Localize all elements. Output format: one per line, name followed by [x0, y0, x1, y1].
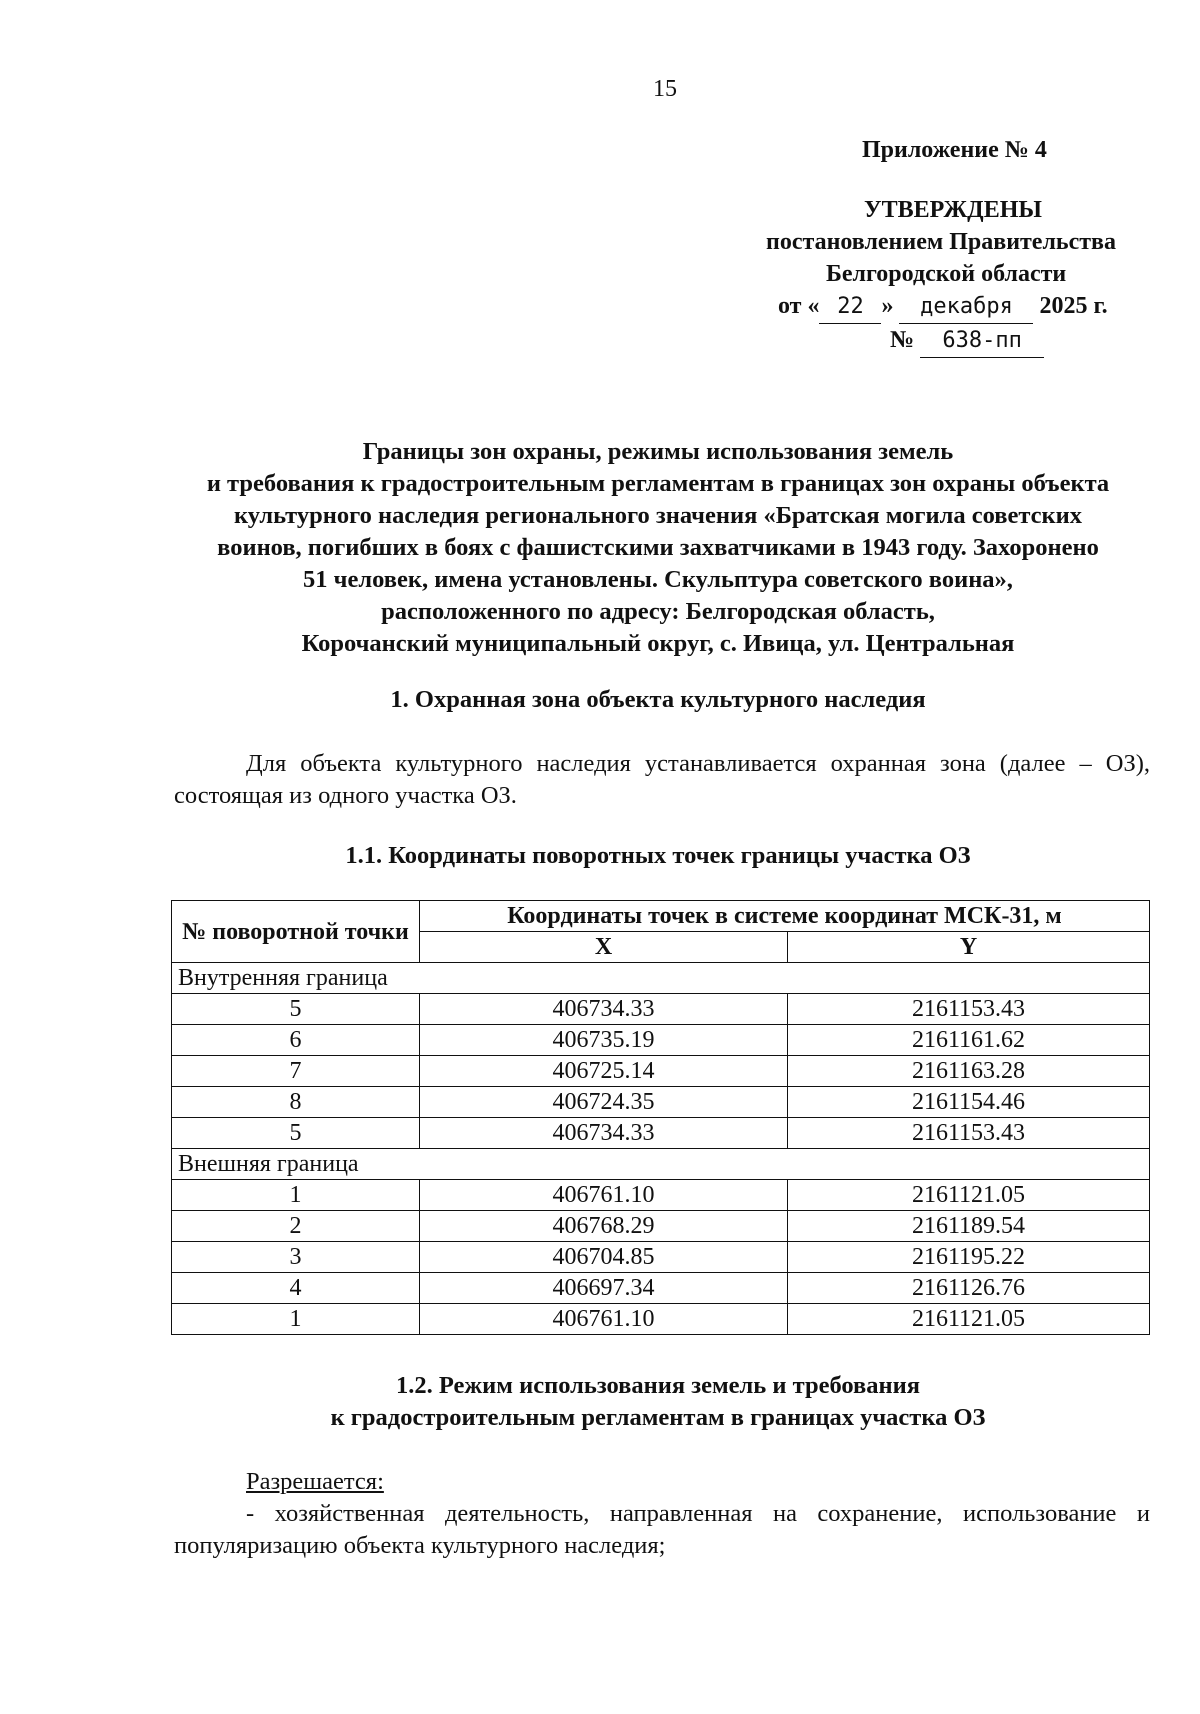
section-1-heading: 1. Охранная зона объекта культурного наследия: [390, 686, 926, 713]
cell-x: 406735.19: [420, 1025, 788, 1056]
table-row: [172, 1025, 1150, 1056]
cell-x: 406734.33: [420, 1118, 788, 1149]
title-line: воинов, погибших в боях с фашистскими захватчиками в 1943 году. Захоронено: [217, 534, 1099, 561]
cell-point: 3: [172, 1242, 420, 1273]
table-row: [172, 1118, 1150, 1149]
cell-x: 406725.14: [420, 1056, 788, 1087]
section-1-2-heading: [166, 1370, 1150, 1434]
cell-x: 406734.33: [420, 994, 788, 1025]
cell-x: 406704.85: [420, 1242, 788, 1273]
cell-y: 2161153.43: [788, 994, 1150, 1025]
cell-x: 406697.34: [420, 1273, 788, 1304]
header-coords: Координаты точек в системе координат МСК-31, м: [420, 901, 1150, 932]
cell-y: 2161154.46: [788, 1087, 1150, 1118]
cell-y: 2161161.62: [788, 1025, 1150, 1056]
decree-day: 22: [819, 291, 881, 324]
cell-point: 5: [172, 1118, 420, 1149]
cell-x: 406761.10: [420, 1304, 788, 1335]
approval-stamp-block: [740, 134, 1160, 358]
date-prefix: от «: [778, 293, 820, 319]
decree-year: 2025 г.: [1039, 293, 1108, 319]
cell-x: 406761.10: [420, 1180, 788, 1211]
date-mid: »: [881, 293, 894, 319]
cell-point: 2: [172, 1211, 420, 1242]
section-1-1-heading: 1.1. Координаты поворотных точек границы участка ОЗ: [345, 842, 971, 869]
cell-point: 4: [172, 1273, 420, 1304]
decree-date-line: [740, 290, 1160, 324]
cell-point: 7: [172, 1056, 420, 1087]
cell-point: 5: [172, 994, 420, 1025]
title-line: и требования к градостроительным регламентам в границах зон охраны объекта: [206, 470, 1110, 497]
section-1-2-heading-line: 1.2. Режим использования земель и требования: [396, 1372, 920, 1399]
decree-number-line: [740, 324, 1160, 358]
cell-y: 2161189.54: [788, 1211, 1150, 1242]
cell-x: 406768.29: [420, 1211, 788, 1242]
table-row: [172, 1056, 1150, 1087]
header-x: X: [420, 932, 788, 963]
cell-point: 1: [172, 1304, 420, 1335]
coordinates-table: [171, 900, 1150, 1335]
permitted-label-line: [246, 1466, 1150, 1498]
decree-number: 638-пп: [920, 325, 1044, 358]
table-row: [172, 1242, 1150, 1273]
appendix-label: Приложение № 4: [862, 137, 1047, 163]
cell-y: 2161121.05: [788, 1180, 1150, 1211]
cell-point: 6: [172, 1025, 420, 1056]
section-1-2-heading-line: к градостроительным регламентам в границах участка ОЗ: [330, 1404, 986, 1431]
table-row: [172, 994, 1150, 1025]
page-number: 15: [653, 76, 677, 102]
table-row: [172, 1273, 1150, 1304]
inner-boundary-label: Внутренняя граница: [172, 963, 1150, 994]
title-line: Границы зон охраны, режимы использования земель: [362, 438, 954, 465]
cell-y: 2161121.05: [788, 1304, 1150, 1335]
header-point: № поворотной точки: [172, 901, 420, 963]
region-line: Белгородской области: [826, 261, 1067, 287]
cell-y: 2161126.76: [788, 1273, 1150, 1304]
section-1-paragraph: Для объекта культурного наследия устанавливается охранная зона (далее – ОЗ), состоящая из одного участка ОЗ.: [174, 750, 1150, 809]
outer-boundary-label: Внешняя граница: [172, 1149, 1150, 1180]
table-row: [172, 1304, 1150, 1335]
table-row: [172, 1211, 1150, 1242]
approved-heading: УТВЕРЖДЕНЫ: [864, 197, 1042, 223]
title-line: 51 человек, имена установлены. Скульптура советского воина»,: [303, 566, 1013, 593]
decree-line: постановлением Правительства: [766, 229, 1117, 255]
header-y: Y: [788, 932, 1150, 963]
table-row: [172, 1180, 1150, 1211]
inner-boundary-row: [172, 963, 1150, 994]
permitted-item-1: - хозяйственная деятельность, направленная на сохранение, использование и популяризацию объекта культурного наследия;: [174, 1500, 1150, 1559]
cell-y: 2161163.28: [788, 1056, 1150, 1087]
number-prefix: №: [890, 327, 915, 353]
cell-x: 406724.35: [420, 1087, 788, 1118]
document-title: [166, 436, 1150, 660]
title-line: культурного наследия регионального значения «Братская могила советских: [233, 502, 1083, 529]
cell-point: 1: [172, 1180, 420, 1211]
decree-month: декабря: [899, 291, 1033, 324]
cell-point: 8: [172, 1087, 420, 1118]
title-line: Корочанский муниципальный округ, с. Ивица, ул. Центральная: [301, 630, 1015, 657]
outer-boundary-row: [172, 1149, 1150, 1180]
table-header-row: [172, 901, 1150, 932]
cell-y: 2161195.22: [788, 1242, 1150, 1273]
permitted-label: Разрешается:: [246, 1468, 384, 1495]
table-row: [172, 1087, 1150, 1118]
title-line: расположенного по адресу: Белгородская область,: [381, 598, 935, 625]
cell-y: 2161153.43: [788, 1118, 1150, 1149]
